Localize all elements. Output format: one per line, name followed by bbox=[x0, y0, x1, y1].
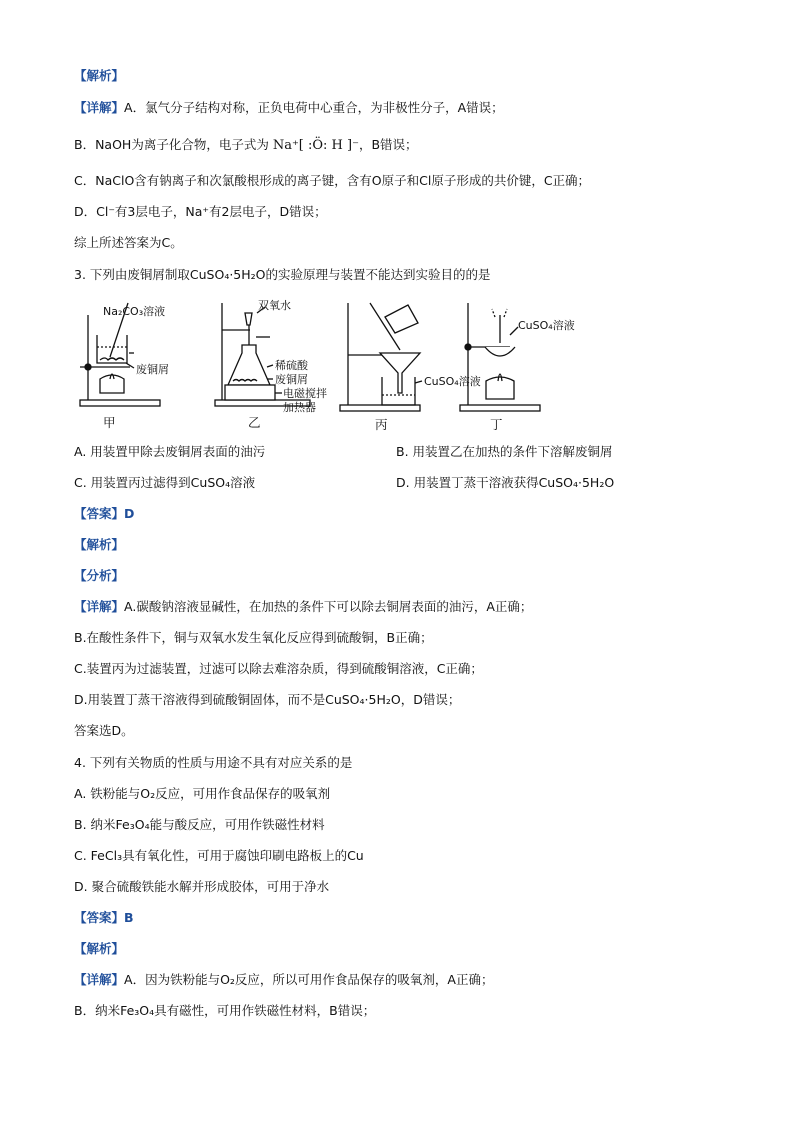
q4-xiangjie-tag: 【详解】 bbox=[74, 972, 125, 987]
q4-explanation-b: B．纳米Fe₃O₄具有磁性，可用作铁磁性材料，B错误； bbox=[74, 1003, 376, 1018]
q3-explanation-d: D.用装置丁蒸干溶液得到硫酸铜固体，而不是CuSO₄·5H₂O，D错误； bbox=[74, 692, 461, 707]
feitongxie2-label: 废铜屑 bbox=[275, 373, 308, 386]
q4-option-b: B. 纳米Fe₃O₄能与酸反应，可用作铁磁性材料 bbox=[74, 817, 325, 832]
bing-base bbox=[340, 405, 420, 411]
q3-option-c: C. 用装置丙过滤得到CuSO₄溶液 bbox=[74, 475, 256, 490]
s1-b-post: ，B错误； bbox=[358, 137, 418, 152]
q3-fenxi-heading: 【分析】 bbox=[74, 568, 125, 583]
q4-jiexi-heading: 【解析】 bbox=[74, 941, 125, 956]
q3-explanation-a bbox=[74, 599, 532, 615]
yi-heater bbox=[225, 385, 275, 400]
q3-option-a: A. 用装置甲除去废铜屑表面的油污 bbox=[74, 444, 266, 459]
label-yi: 乙 bbox=[248, 415, 261, 430]
q3-jiexi-heading: 【解析】 bbox=[74, 537, 125, 552]
q4-xa-text: A．因为铁粉能与O₂反应，所以可用作食品保存的吸氧剂，A正确； bbox=[124, 972, 494, 987]
s1-option-c-explanation: C．NaClO含有钠离子和次氯酸根形成的离子键，含有O原子和Cl原子形成的共价键，C正确； bbox=[74, 173, 591, 188]
q3-stem: 3. 下列由废铜屑制取CuSO₄·5H₂O的实验原理与装置不能达到实验目的的是 bbox=[74, 267, 491, 282]
na2co3-label: Na₂CO₃溶液 bbox=[103, 305, 166, 318]
q3-summary: 答案选D。 bbox=[74, 723, 134, 738]
s1-option-a-explanation bbox=[74, 100, 504, 116]
label-bing: 丙 bbox=[375, 417, 388, 432]
s1-b-pre: B．NaOH为离子化合物，电子式为 bbox=[74, 137, 269, 152]
jiexi-heading: 【解析】 bbox=[74, 68, 125, 83]
q4-option-a: A. 铁粉能与O₂反应，可用作食品保存的吸氧剂 bbox=[74, 786, 331, 801]
yi-dropping-funnel bbox=[245, 313, 252, 325]
feitongxie-label: 废铜屑 bbox=[136, 363, 169, 376]
apparatus-figure bbox=[70, 295, 630, 435]
s1-a-text: A．氯气分子结构对称，正负电荷中心重合，为非极性分子，A错误； bbox=[124, 100, 504, 115]
ding-alcohol-lamp bbox=[486, 377, 514, 399]
q3-xa-text: A.碳酸钠溶液显碱性，在加热的条件下可以除去铜屑表面的油污，A正确； bbox=[124, 599, 533, 614]
q3-option-b: B. 用装置乙在加热的条件下溶解废铜屑 bbox=[396, 444, 613, 459]
q4-option-c: C. FeCl₃具有氧化性，可用于腐蚀印刷电路板上的Cu bbox=[74, 848, 364, 863]
xiliusuan-label: 稀硫酸 bbox=[275, 359, 308, 372]
q4-answer: 【答案】B bbox=[74, 910, 134, 925]
electron-formula: Na⁺[ :Ö: H ]⁻ bbox=[272, 138, 359, 153]
ding-base bbox=[460, 405, 540, 411]
jia-base bbox=[80, 400, 160, 406]
shuangyangshui-label: 双氧水 bbox=[258, 299, 291, 312]
label-jia: 甲 bbox=[103, 415, 116, 430]
s1-option-d-explanation: D．Cl⁻有3层电子，Na⁺有2层电子，D错误； bbox=[74, 204, 327, 219]
s1-summary: 综上所述答案为C。 bbox=[74, 235, 183, 250]
bing-funnel bbox=[380, 353, 420, 393]
q3-answer: 【答案】D bbox=[74, 506, 135, 521]
jiareqi-label: 加热器 bbox=[283, 401, 316, 414]
q3-xiangjie-tag: 【详解】 bbox=[74, 599, 125, 614]
label-ding: 丁 bbox=[490, 417, 503, 432]
q3-explanation-b: B.在酸性条件下，铜与双氧水发生氧化反应得到硫酸铜，B正确； bbox=[74, 630, 433, 645]
ding-evaporating-dish bbox=[485, 347, 515, 356]
cuso4-ding-label: CuSO₄溶液 bbox=[518, 319, 575, 332]
diancijiaoban-label: 电磁搅拌 bbox=[283, 387, 327, 400]
q4-option-d: D. 聚合硫酸铁能水解并形成胶体，可用于净水 bbox=[74, 879, 330, 894]
xiangjie-tag: 【详解】 bbox=[74, 100, 125, 115]
jia-alcohol-lamp bbox=[100, 375, 124, 393]
cuso4-bing-label: CuSO₄溶液 bbox=[424, 375, 481, 388]
bing-pouring-beaker bbox=[385, 305, 418, 333]
q3-option-d: D. 用装置丁蒸干溶液获得CuSO₄·5H₂O bbox=[396, 475, 615, 490]
s1-option-b-explanation bbox=[74, 137, 418, 154]
q3-explanation-c: C.装置丙为过滤装置，过滤可以除去难溶杂质，得到硫酸铜溶液，C正确； bbox=[74, 661, 483, 676]
q4-explanation-a bbox=[74, 972, 493, 988]
q4-stem: 4. 下列有关物质的性质与用途不具有对应关系的是 bbox=[74, 755, 353, 770]
